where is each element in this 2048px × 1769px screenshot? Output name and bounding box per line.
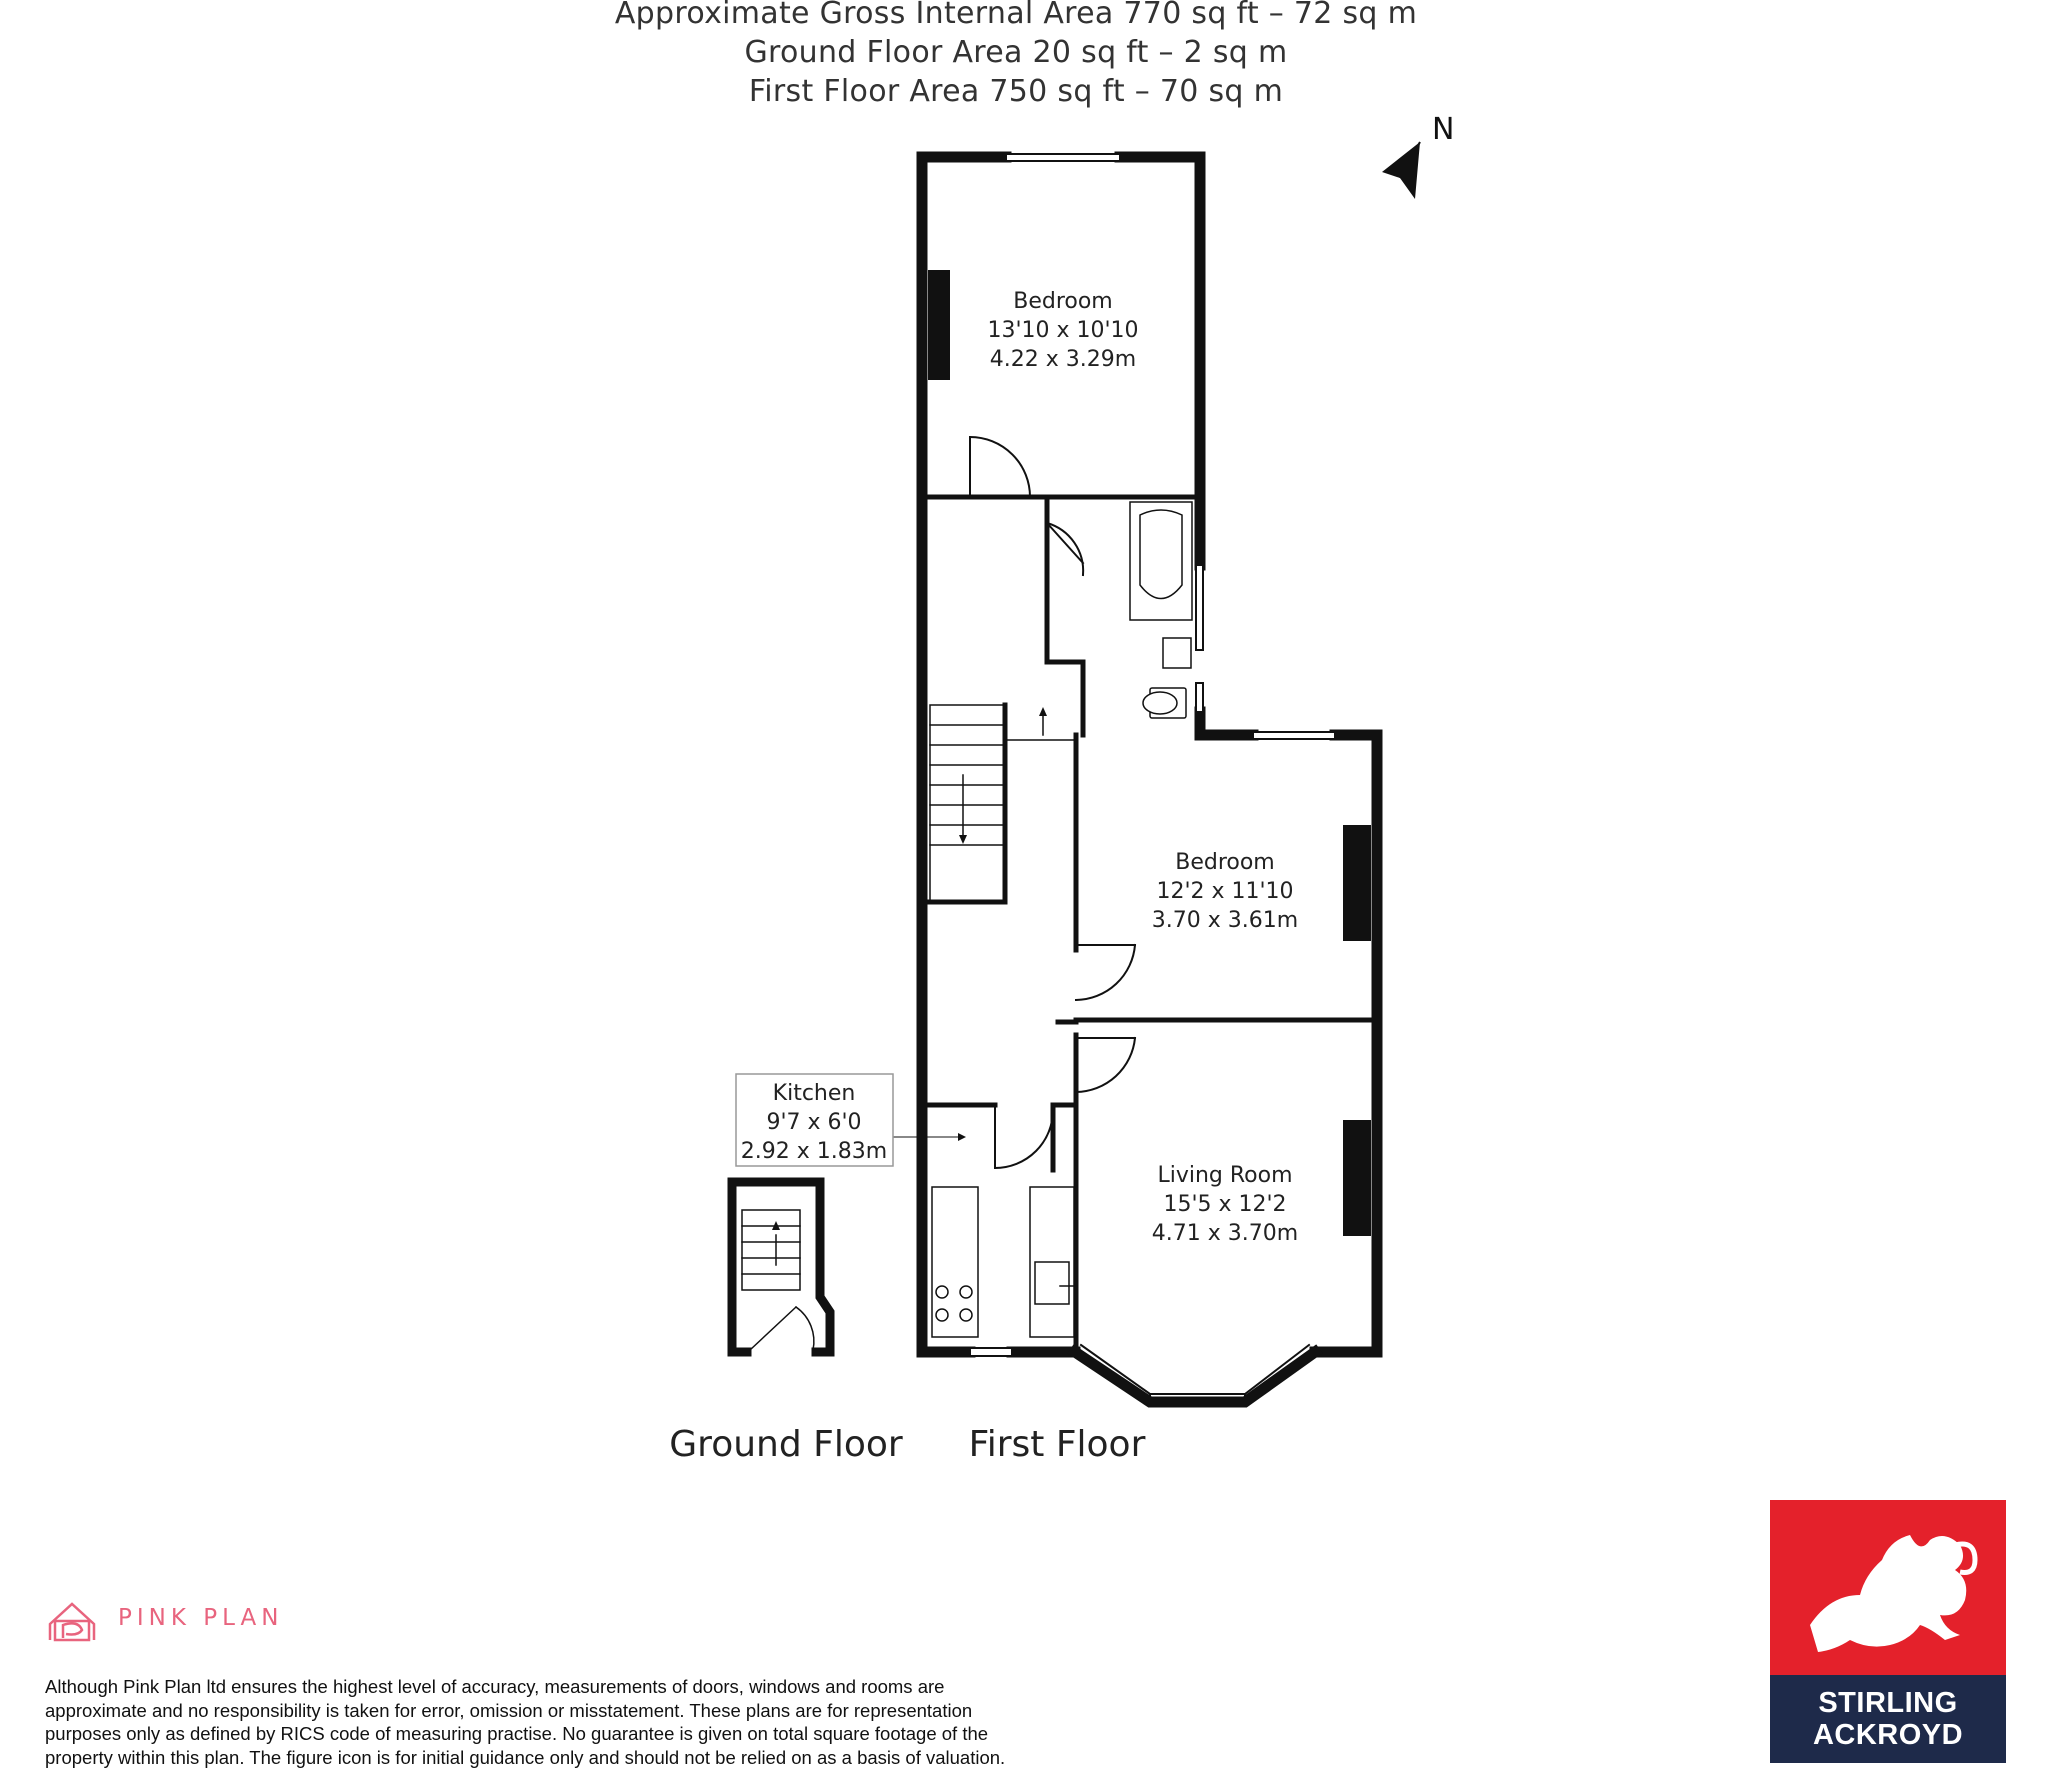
logo-red-panel [1770,1500,2006,1675]
ground-floor-plan [732,1182,830,1352]
kitchen-metric: 2.92 x 1.83m [741,1139,887,1164]
north-label: N [1432,112,1454,147]
kitchen-imperial: 9'7 x 6'0 [766,1110,861,1135]
kitchen-name: Kitchen [773,1081,856,1106]
gross-area-text: Approximate Gross Internal Area 770 sq ft – 72 sq m [615,0,1417,31]
ground-floor-area-text: Ground Floor Area 20 sq ft – 2 sq m [745,35,1288,70]
first-floor-area-text: First Floor Area 750 sq ft – 70 sq m [749,74,1283,109]
ground-floor-label: Ground Floor [669,1424,903,1465]
disclaimer-line: approximate and no responsibility is taken for error, omission or misstatement. These plans are for representation [45,1699,1195,1723]
pink-plan-brand: PINK PLAN [118,1605,283,1631]
disclaimer-line: Although Pink Plan ltd ensures the highest level of accuracy, measurements of doors, windows and rooms are [45,1675,1195,1699]
logo-navy-panel [1770,1675,2006,1763]
living-room-imperial: 15'5 x 12'2 [1163,1192,1286,1217]
pink-plan-logo-icon [50,1604,94,1640]
logo-text-ackroyd: ACKROYD [1770,1719,2006,1752]
bedroom1-metric: 4.22 x 3.29m [990,347,1136,372]
disclaimer [45,1675,1195,1769]
disclaimer-line: property within this plan. The figure icon is for initial guidance only and should not be relied on as a basis of valuation. [45,1746,1195,1769]
living-room-metric: 4.71 x 3.70m [1152,1221,1298,1246]
griffin-icon [1770,1500,2006,1675]
north-arrow-icon [1382,142,1420,199]
logo-text-stirling: STIRLING [1770,1687,2006,1720]
bedroom1-imperial: 13'10 x 10'10 [987,318,1138,343]
bedroom2-imperial: 12'2 x 11'10 [1156,879,1293,904]
disclaimer-line: purposes only as defined by RICS code of measuring practise. No guarantee is given on total square footage of the [45,1722,1195,1746]
first-floor-label: First Floor [969,1424,1146,1465]
living-room-name: Living Room [1157,1163,1292,1188]
bedroom1-name: Bedroom [1013,289,1113,314]
bedroom2-metric: 3.70 x 3.61m [1152,908,1298,933]
stirling-ackroyd-logo [1770,1500,2006,1763]
bedroom2-name: Bedroom [1175,850,1275,875]
